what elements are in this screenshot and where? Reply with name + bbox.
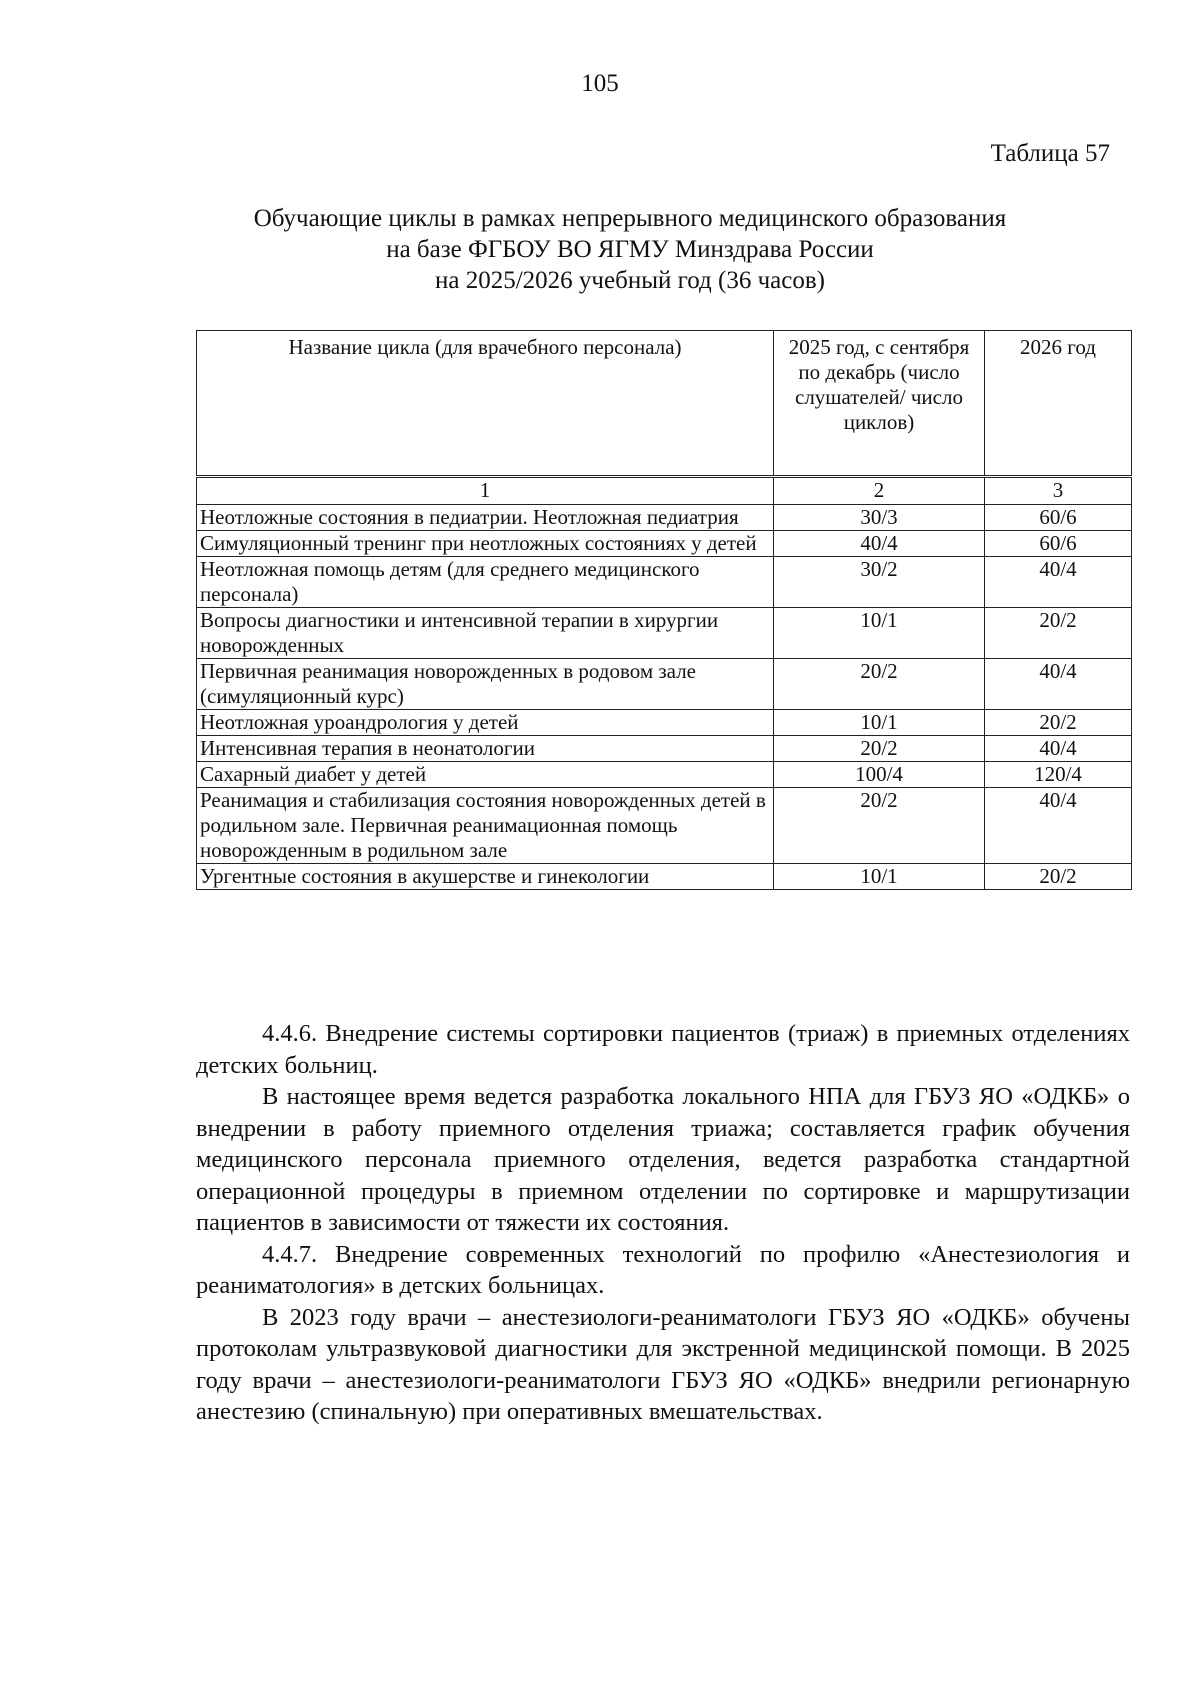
value-2026: 20/2 [985, 864, 1132, 890]
table-title-line: Обучающие циклы в рамках непрерывного медицинского образования [253, 205, 1007, 232]
value-2026: 60/6 [985, 531, 1132, 557]
column-number: 1 [197, 477, 774, 505]
table-row [197, 762, 1132, 788]
header-2026: 2026 год [985, 331, 1132, 477]
paragraph: 4.4.7. Внедрение современных технологий по профилю «Анестезиология и реаниматология» в детских больницах. [196, 1240, 1130, 1299]
body-text [196, 1018, 1130, 1428]
column-number: 3 [985, 477, 1132, 505]
table-title-line: на базе ФГБОУ ВО ЯГМУ Минздрава России [386, 236, 874, 263]
value-2025: 20/2 [774, 736, 985, 762]
value-2026: 120/4 [985, 762, 1132, 788]
value-2026: 60/6 [985, 505, 1132, 531]
paragraph: В 2023 году врачи – анестезиологи-реаниматологи ГБУЗ ЯО «ОДКБ» обучены протоколам ультразвуковой диагностики для экстренной медицинской помощи. В 2025 году врачи – анестезиологи-реаниматологи ГБУЗ ЯО «ОДКБ» внедрили регионарную анестезию (спинальную) при оперативных вмешательствах. [196, 1303, 1130, 1425]
column-number: 2 [774, 477, 985, 505]
value-2025: 30/3 [774, 505, 985, 531]
column-numbers-row [197, 477, 1132, 505]
cycle-name: Неотложные состояния в педиатрии. Неотложная педиатрия [197, 505, 774, 531]
cycle-name: Неотложная помощь детям (для среднего медицинского персонала) [197, 557, 774, 608]
value-2026: 40/4 [985, 659, 1132, 710]
table-title-line: на 2025/2026 учебный год (36 часов) [435, 267, 825, 294]
table-row [197, 788, 1132, 864]
cycle-name: Первичная реанимация новорожденных в родовом зале (симуляционный курс) [197, 659, 774, 710]
table-row [197, 505, 1132, 531]
cycle-name: Интенсивная терапия в неонатологии [197, 736, 774, 762]
value-2025: 10/1 [774, 608, 985, 659]
cycle-name: Ургентные состояния в акушерстве и гинекологии [197, 864, 774, 890]
value-2025: 20/2 [774, 659, 985, 710]
cycle-name: Вопросы диагностики и интенсивной терапии в хирургии новорожденных [197, 608, 774, 659]
cycle-name: Симуляционный тренинг при неотложных состояниях у детей [197, 531, 774, 557]
table-row [197, 864, 1132, 890]
value-2026: 20/2 [985, 608, 1132, 659]
header-2025: 2025 год, с сентября по декабрь (число слушателей/ число циклов) [774, 331, 985, 477]
cycle-name: Реанимация и стабилизация состояния новорожденных детей в родильном зале. Первичная реанимационная помощь новорожденным в родильном зале [197, 788, 774, 864]
table-row [197, 736, 1132, 762]
value-2025: 20/2 [774, 788, 985, 864]
table-row [197, 659, 1132, 710]
table-row [197, 531, 1132, 557]
table-row [197, 557, 1132, 608]
value-2026: 40/4 [985, 557, 1132, 608]
value-2025: 40/4 [774, 531, 985, 557]
value-2025: 30/2 [774, 557, 985, 608]
table-row [197, 608, 1132, 659]
value-2026: 40/4 [985, 736, 1132, 762]
table-header-row [197, 331, 1132, 477]
value-2025: 10/1 [774, 864, 985, 890]
value-2025: 100/4 [774, 762, 985, 788]
paragraph: 4.4.6. Внедрение системы сортировки пациентов (триаж) в приемных отделениях детских больниц. [196, 1020, 1130, 1079]
value-2026: 20/2 [985, 710, 1132, 736]
cycle-name: Сахарный диабет у детей [197, 762, 774, 788]
table-label: Таблица 57 [990, 140, 1110, 167]
training-cycles-table [196, 330, 1132, 890]
header-cycle-name: Название цикла (для врачебного персонала) [197, 331, 774, 477]
table-title [150, 203, 1110, 296]
page-number: 105 [581, 70, 619, 97]
table-row [197, 710, 1132, 736]
paragraph: В настоящее время ведется разработка локального НПА для ГБУЗ ЯО «ОДКБ» о внедрении в работу приемного отделения триажа; составляется график обучения медицинского персонала приемного отделения, ведется разработка стандартной операционной процедуры в приемном отделении по сортировке и маршрутизации пациентов в зависимости от тяжести их состояния. [196, 1083, 1130, 1236]
value-2026: 40/4 [985, 788, 1132, 864]
cycle-name: Неотложная уроандрология у детей [197, 710, 774, 736]
value-2025: 10/1 [774, 710, 985, 736]
